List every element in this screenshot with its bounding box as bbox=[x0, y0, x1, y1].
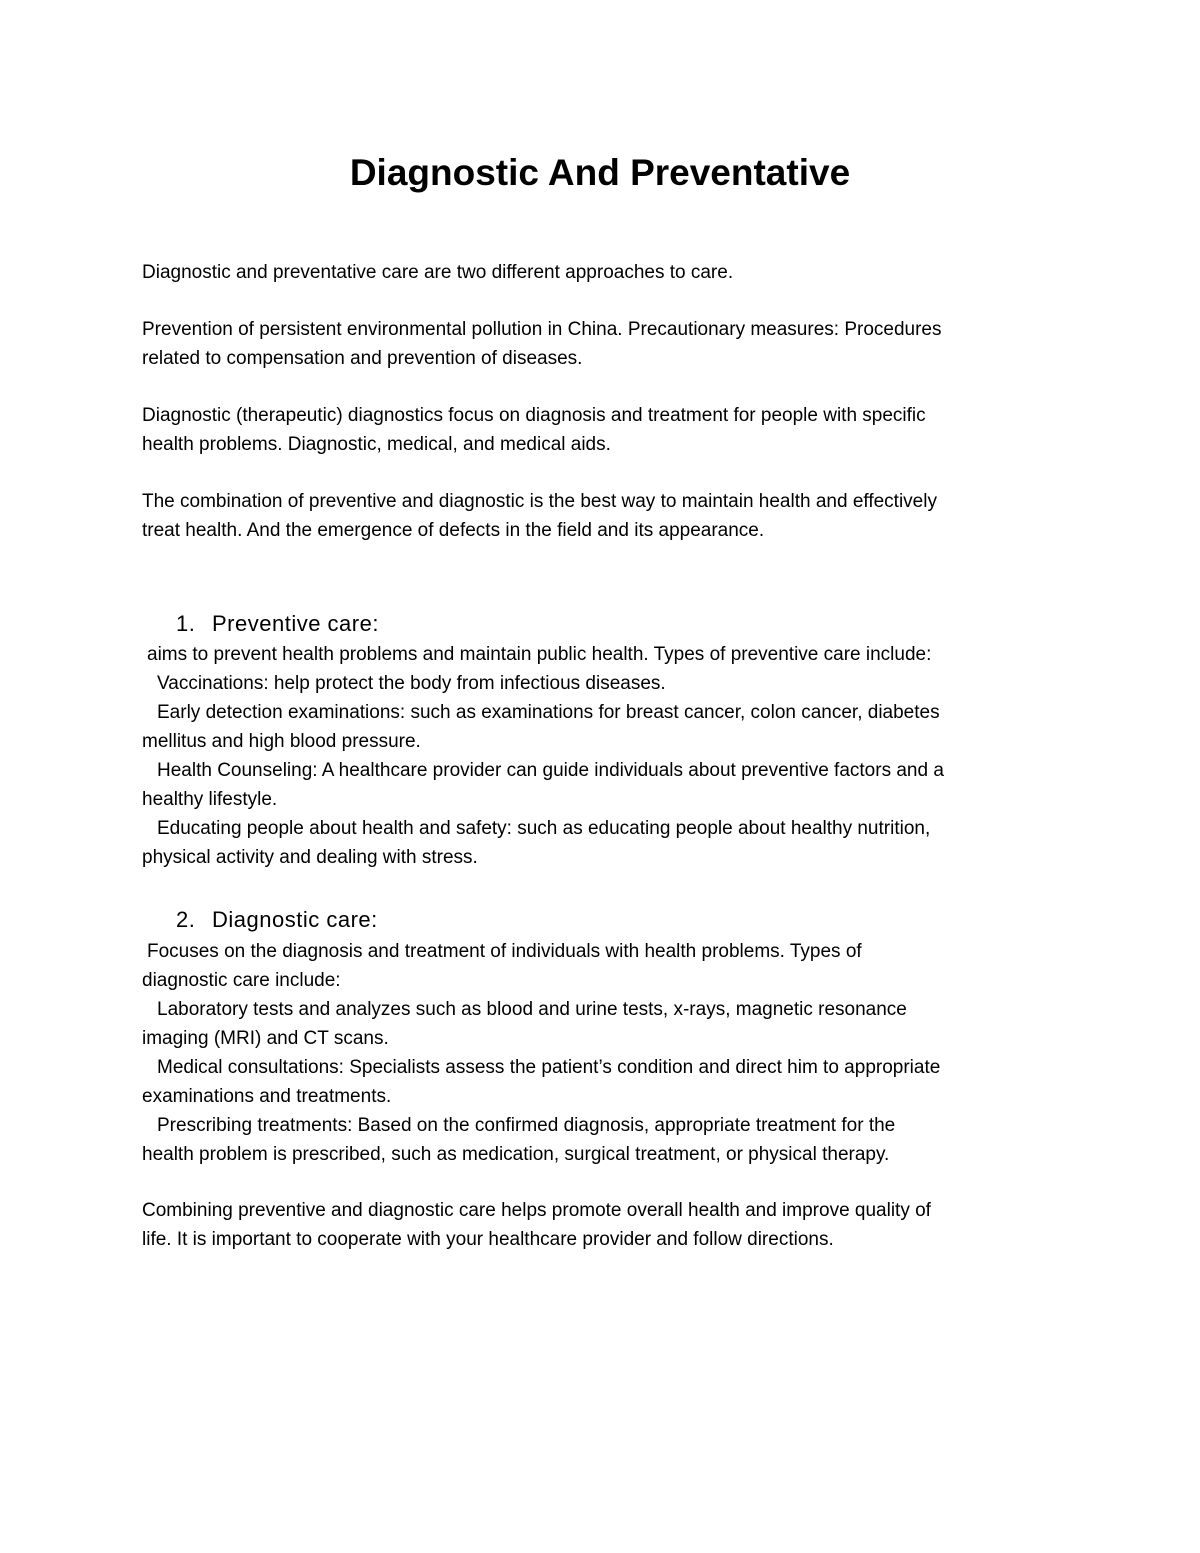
section-line: physical activity and dealing with stress. bbox=[142, 847, 478, 868]
section-line: Prescribing treatments: Based on the confirmed diagnosis, appropriate treatment for the bbox=[157, 1115, 896, 1136]
section-line: Early detection examinations: such as examinations for breast cancer, colon cancer, diabetes bbox=[157, 702, 940, 723]
section-line: healthy lifestyle. bbox=[142, 789, 278, 810]
intro-paragraph-4 bbox=[142, 487, 1062, 545]
section-line: Laboratory tests and analyzes such as blood and urine tests, x-rays, magnetic resonance bbox=[157, 999, 907, 1020]
document-title: Diagnostic And Preventative bbox=[349, 152, 851, 193]
section-line: examinations and treatments. bbox=[142, 1086, 392, 1107]
section-line: Medical consultations: Specialists assess the patient’s condition and direct him to appropriate bbox=[157, 1057, 941, 1078]
paragraph-line: health problems. Diagnostic, medical, and medical aids. bbox=[142, 434, 611, 455]
intro-paragraph-2 bbox=[142, 315, 1062, 373]
section-body-preventive bbox=[142, 640, 1062, 872]
intro-paragraph-1 bbox=[142, 258, 1062, 287]
paragraph-line: Combining preventive and diagnostic care helps promote overall health and improve quality of bbox=[142, 1200, 931, 1221]
section-body-diagnostic bbox=[142, 937, 1062, 1169]
paragraph-line: life. It is important to cooperate with your healthcare provider and follow directions. bbox=[142, 1229, 834, 1250]
list-number: 2. bbox=[176, 907, 196, 932]
section-heading-diagnostic bbox=[176, 905, 378, 935]
section-line: mellitus and high blood pressure. bbox=[142, 731, 421, 752]
section-line: aims to prevent health problems and maintain public health. Types of preventive care include: bbox=[147, 644, 932, 665]
section-heading-text: Preventive care: bbox=[212, 611, 379, 636]
paragraph-line: Prevention of persistent environmental pollution in China. Precautionary measures: Procedures bbox=[142, 319, 942, 340]
section-heading-text: Diagnostic care: bbox=[212, 907, 378, 932]
section-line: diagnostic care include: bbox=[142, 970, 341, 991]
list-number: 1. bbox=[176, 611, 196, 636]
paragraph-line: treat health. And the emergence of defects in the field and its appearance. bbox=[142, 520, 765, 541]
section-line: Focuses on the diagnosis and treatment of individuals with health problems. Types of bbox=[147, 941, 862, 962]
intro-paragraph-3 bbox=[142, 401, 1062, 459]
section-line: imaging (MRI) and CT scans. bbox=[142, 1028, 389, 1049]
paragraph-line: Diagnostic (therapeutic) diagnostics focus on diagnosis and treatment for people with specific bbox=[142, 405, 926, 426]
paragraph-line: Diagnostic and preventative care are two different approaches to care. bbox=[142, 262, 734, 283]
section-line: Vaccinations: help protect the body from infectious diseases. bbox=[157, 673, 666, 694]
paragraph-line: The combination of preventive and diagnostic is the best way to maintain health and effectively bbox=[142, 491, 937, 512]
paragraph-line: related to compensation and prevention of diseases. bbox=[142, 348, 583, 369]
closing-paragraph bbox=[142, 1196, 1062, 1254]
section-line: Educating people about health and safety: such as educating people about healthy nutrition, bbox=[157, 818, 931, 839]
section-line: health problem is prescribed, such as medication, surgical treatment, or physical therapy. bbox=[142, 1144, 890, 1165]
section-line: Health Counseling: A healthcare provider can guide individuals about preventive factors and a bbox=[157, 760, 944, 781]
section-heading-preventive bbox=[176, 609, 379, 639]
